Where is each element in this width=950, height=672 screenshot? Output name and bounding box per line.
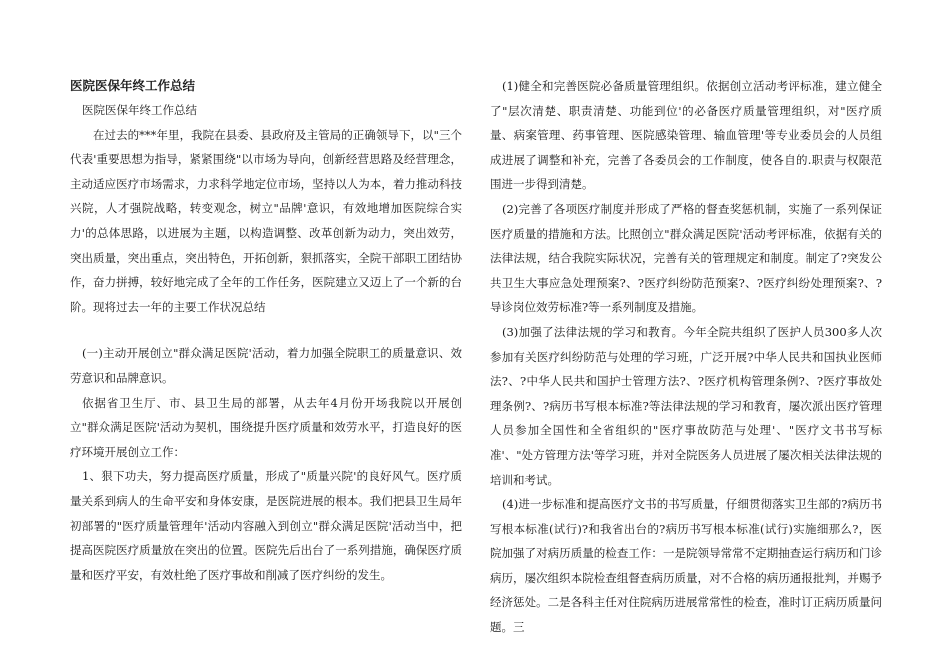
paragraph-item-1: (1)健全和完善医院必备质量管理组织。依据创立活动考评标准，建立健全了"层次清楚、职责清楚、功能到位'的必备医疗质量管理组织，对"医疗质量、病案管理、药事管理、医院感染管理、输血管理'等专业委员会的人员组成进展了调整和补充，完善了各委员会的工作制度，使各自的.职责与权限范围进一步得到清楚。 xyxy=(490,79,882,192)
paragraph-intro: 在过去的***年里，我院在县委、县政府及主管局的正确领导下，以"三个代表'重要思想为指导，紧紧围绕"以市场为导向，创新经营思路及经营理念，主动适应医疗市场需求，力求科学地定位市场，坚持以人为本，着力推动科技兴院，人才强院战略，转变观念，树立"品牌'意识，有效地增加医院综合实力'的总体思路，以进展为主题，以构造调整、改革创新为动力，突出效劳，突出质量，突出重点，突出特色，开拓创新，狠抓落实，全院干部职工团结协作，奋力拼搏，较好地完成了全年的工作任务，医院建立又迈上了一个新的台阶。现将过去一年的主要工作状况总结 xyxy=(70,127,462,314)
document-subtitle: 医院医保年终工作总结 xyxy=(82,103,197,117)
paragraph-section-1: (一)主动开展创立"群众满足医院'活动，着力加强全院职工的质量意识、效劳意识和品牌意识。 xyxy=(70,346,462,385)
paragraph-item-4: (4)进一步标准和提高医疗文书的书写质量，仔细贯彻落实卫生部的?病历书写根本标准(试行)?和我省出台的?病历书写根本标准(试行)实施细那么?，医院加强了对病历质量的检查工作：一是院领导常常不定期抽查运行病历和门诊病历，屡次组织本院检查组督查病历质量，对不合格的病历通报批判，并赐予经济惩处。二是各科主任对住院病历进展常常性的检查，准时订正病历质量问题。三 xyxy=(490,497,882,635)
paragraph-spacer xyxy=(70,319,462,341)
paragraph-quality: 1、狠下功夫，努力提高医疗质量，形成了"质量兴院'的良好风气。医疗质量关系到病人的生命平安和身体安康，是医院进展的根本。我们把县卫生局年初部署的"医疗质量管理年'活动内容融入到创立"群众满足医院'活动当中，把提高医院医疗质量放在突出的位置。医院先后出台了一系列措施，确保医疗质量和医疗平安，有效杜绝了医疗事故和削减了医疗纠纷的发生。 xyxy=(70,469,462,582)
document-title: 医院医保年终工作总结 xyxy=(70,78,196,93)
right-column xyxy=(490,74,882,640)
paragraph-item-3: (3)加强了法律法规的学习和教育。今年全院共组织了医护人员300多人次参加有关医疗纠纷防范与处理的学习班，广泛开展?中华人民共和国执业医师法?、?中华人民共和国护士管理方法?、?医疗机构管理条例?、?医疗事故处理条例?、?病历书写根本标准?等法律法规的学习和教育，屡次派出医疗管理人员参加全国性和全省组织的"医疗事故防范与处理'、"医疗文书书写标准'、"处方管理方法'等学习班，并对全院医务人员进展了屡次相关法律法规的培训和考试。 xyxy=(490,324,882,487)
paragraph-deployment: 依据省卫生厅、市、县卫生局的部署，从去年4月份开场我院以开展创立"群众满足医院'活动为契机，围绕提升医疗质量和效劳水平，打造良好的医疗环境开展创立工作： xyxy=(70,395,462,459)
paragraph-item-2: (2)完善了各项医疗制度并形成了严格的督查奖惩机制，实施了一系列保证医疗质量的措施和方法。比照创立"群众满足医院'活动考评标准，依据有关的法律法规，结合我院实际状况，完善有关的管理规定和制度。制定了?突发公共卫生大事应急处理预案?、?医疗纠纷防范预案?、?医疗纠纷处理预案?、?导诊岗位效劳标准?等一系列制度及措施。 xyxy=(490,201,882,315)
left-column xyxy=(70,74,462,587)
